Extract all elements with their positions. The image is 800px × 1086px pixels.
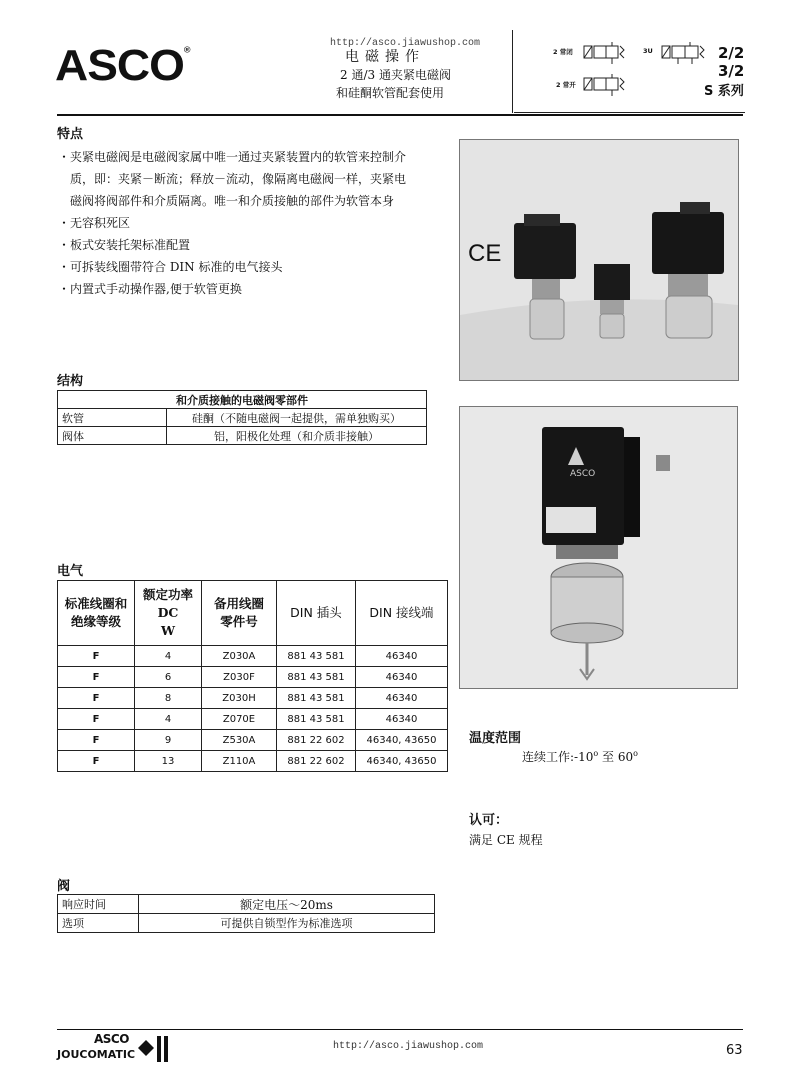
structure-part: 软管 [58,409,167,427]
header-subtitle-2: 和硅酮软管配套使用 [336,86,445,100]
cell-din-terminal: 46340 [356,709,448,730]
feature-item-2: ・无容积死区 [58,216,131,230]
features-title: 特点 [57,127,84,142]
series-code-3-2: 3/2 [718,62,745,80]
product-photo-valves [459,139,739,381]
table-row [58,646,448,667]
table-row [58,427,427,445]
valve-label: 选项 [58,914,139,933]
approval-text: 满足 CE 规程 [469,833,543,847]
valve-title: 阀 [57,879,71,894]
valve-schematic-3way-icon [660,40,708,72]
cell-coil-class: F [58,646,135,667]
table-row [58,688,448,709]
cell-din-terminal: 46340 [356,667,448,688]
cell-coil-class: F [58,709,135,730]
structure-material: 铝，阳极化处理（和介质非接触） [167,427,427,445]
cell-din-plug: 881 43 581 [277,667,356,688]
cell-power: 8 [135,688,202,709]
structure-table [57,390,427,445]
table-row [58,751,448,772]
cell-din-terminal: 46340 [356,688,448,709]
header-bottom-rule [57,114,743,116]
temperature-range: 连续工作:-10$^o$ 至 60$^o$ [522,749,638,764]
footer-rule [57,1029,743,1030]
header-subtitle-1: 2 通/3 通夹紧电磁阀 [340,68,451,82]
cell-power: 6 [135,667,202,688]
cell-spare-coil: Z030F [202,667,277,688]
page-number: 63 [726,1043,743,1058]
col-header-din-terminal: DIN 接线端 [356,581,448,646]
cell-coil-class: F [58,667,135,688]
table-row [58,730,448,751]
feature-item-5: ・内置式手动操作器,便于软管更换 [58,282,242,296]
header-title: 电磁操作 [345,49,425,65]
cell-din-plug: 881 22 602 [277,730,356,751]
structure-table-header-row [58,391,427,409]
feature-item-1-line-1: ・夹紧电磁阀是电磁阀家属中唯一通过夹紧装置内的软管来控制介 [58,150,407,164]
structure-table-header: 和介质接触的电磁阀零部件 [58,391,427,409]
schematic-3way-label: 3U [643,47,653,55]
temperature-title: 温度范围 [469,731,522,746]
valve-label: 响应时间 [58,895,139,914]
valve-brand-label: ASCO [570,469,596,479]
cell-din-plug: 881 22 602 [277,751,356,772]
feature-item-4: ・可拆装线圈带符合 DIN 标准的电气接头 [58,260,283,274]
col-header-coil-class: 标准线圈和 绝缘等级 [58,581,135,646]
valve-closeup-illustration [460,407,737,688]
table-row [58,709,448,730]
cell-power: 4 [135,646,202,667]
cell-spare-coil: Z030H [202,688,277,709]
cell-spare-coil: Z030A [202,646,277,667]
series-name: S 系列 [704,84,744,99]
structure-material: 硅酮（不随电磁阀一起提供，需单独购买） [167,409,427,427]
product-photo-valve-closeup [459,406,738,689]
table-row [58,914,435,933]
cell-din-plug: 881 43 581 [277,646,356,667]
approval-title: 认可： [469,813,509,828]
cell-coil-class: F [58,751,135,772]
cell-power: 9 [135,730,202,751]
valve-value: 额定电压～20ms [139,895,435,914]
electrical-title: 电气 [57,564,84,579]
cell-coil-class: F [58,688,135,709]
electrical-table [57,580,448,772]
joucomatic-logo-icon [136,1034,172,1064]
cell-din-plug: 881 43 581 [277,709,356,730]
cell-spare-coil: Z070E [202,709,277,730]
series-code-2-2: 2/2 [718,44,745,62]
cell-din-terminal: 46340, 43650 [356,751,448,772]
cell-din-terminal: 46340 [356,646,448,667]
footer-logo-joucomatic: JOUCOMATIC [57,1048,136,1061]
structure-part: 阀体 [58,427,167,445]
cell-power: 4 [135,709,202,730]
col-header-din-plug: DIN 插头 [277,581,356,646]
cell-din-plug: 881 43 581 [277,688,356,709]
valves-illustration [460,140,738,380]
header-divider-vertical [512,30,513,113]
col-header-power: 额定功率 DC W [135,581,202,646]
cell-spare-coil: Z530A [202,730,277,751]
electrical-table-header-row [58,581,448,646]
structure-title: 结构 [57,374,84,389]
valve-table [57,894,435,933]
col-header-spare-coil: 备用线圈 零件号 [202,581,277,646]
cell-power: 13 [135,751,202,772]
table-row [58,409,427,427]
header-watermark-url: http://asco.jiawushop.com [330,38,481,49]
cell-din-terminal: 46340, 43650 [356,730,448,751]
feature-item-1-line-3: 磁阀将阀部件和介质隔离。唯一和介质接触的部件为软管本身 [70,194,395,208]
table-row [58,895,435,914]
schematic-nc-label: 2 常闭 [553,48,573,56]
valve-schematic-2way-icon [580,40,640,98]
ce-mark: CE [468,240,502,267]
footer-url: http://asco.jiawushop.com [333,1041,484,1052]
electrical-table-body [58,646,448,772]
cell-coil-class: F [58,730,135,751]
valve-value: 可提供自锁型作为标准选项 [139,914,435,933]
schematic-no-label: 2 常开 [556,81,576,89]
header-divider-horizontal [514,112,745,113]
table-row [58,667,448,688]
features-list [58,146,458,300]
feature-item-3: ・板式安装托架标准配置 [58,238,191,252]
footer-logo-asco: ASCO [94,1032,129,1046]
cell-spare-coil: Z110A [202,751,277,772]
asco-logo: ASCO® [55,40,190,90]
feature-item-1-line-2: 质，即：夹紧－断流；释放－流动，像隔离电磁阀一样，夹紧电 [70,172,407,186]
